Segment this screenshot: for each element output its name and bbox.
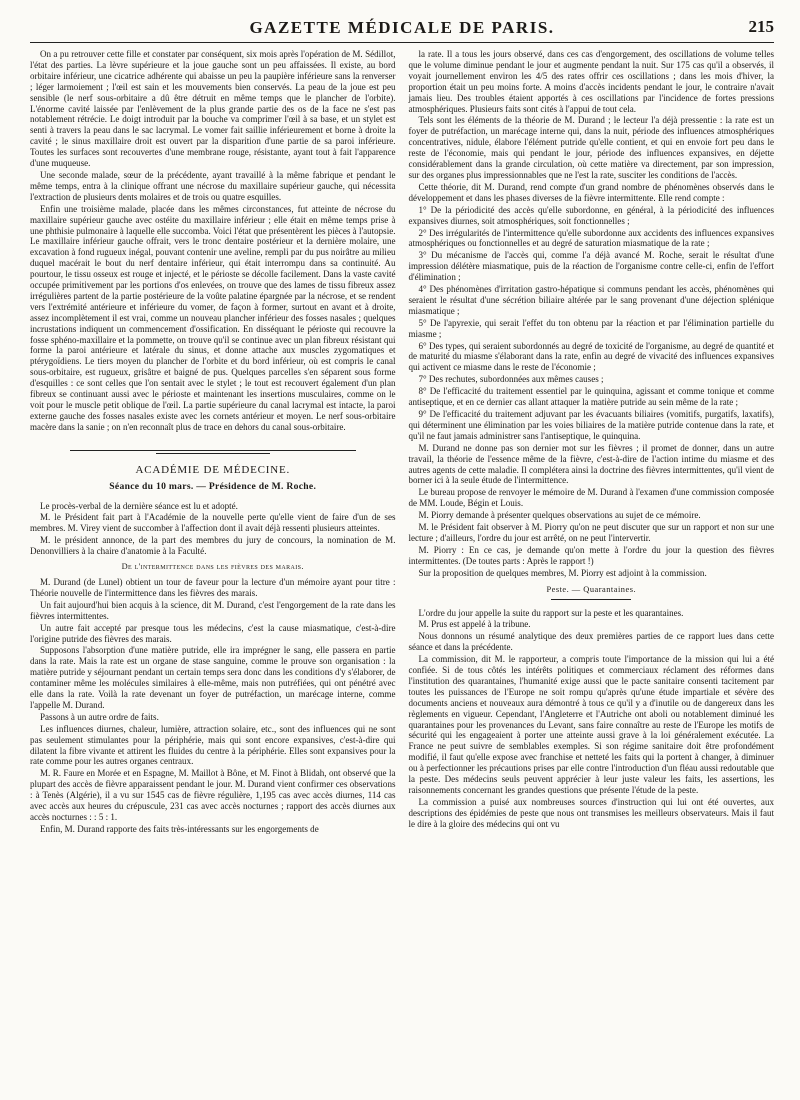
surgery-report	[30, 49, 396, 433]
paragraph: M. Piorry : En ce cas, je demande qu'on mette à l'ordre du jour la question des fièvres intermittentes. (De toutes parts : Après le rapport !)	[408, 544, 774, 566]
academy-minutes	[30, 501, 396, 558]
paragraph: 8° De l'efficacité du traitement essentiel par le quinquina, agissant et comme tonique et comme antiseptique, et en ce dernier cas allant attaquer la matière putride au sein même de la rate ;	[408, 386, 774, 408]
left-column	[30, 49, 396, 836]
paragraph: M. le Président fait observer à M. Piorry qu'on ne peut discuter que sur un rapport et non sur une lecture ; d'ailleurs, l'ordre du jour est arrêté, on ne peut l'intervertir.	[408, 522, 774, 543]
paragraph: L'ordre du jour appelle la suite du rapport sur la peste et les quarantaines.	[418, 607, 684, 618]
durand-memoir	[30, 577, 396, 835]
paragraph: M. Piorry demande à présenter quelques observations au sujet de ce mémoire.	[418, 510, 701, 521]
paragraph: M. Durand ne donne pas son dernier mot sur les fièvres ; il promet de donner, dans un autre travail, la théorie de l'essence même de la fièvre, c'est-à-dire de l'action intime du miasme et des autres agents de cette maladie. Il complétera ainsi la doctrine des fièvres intermittentes, qu'il vient de borner ici à la seule étude de l'intermittence.	[408, 442, 774, 486]
paragraph: La commission a puisé aux nombreuses sources d'instruction qui lui ont été ouvertes, aux descriptions des épidémies de peste que nous ont transmises les meilleurs observateurs. Mais il faut le dire à la gloire des médecins qui ont vu	[408, 796, 774, 829]
paragraph: 6° Des types, qui seraient subordonnés au degré de toxicité de l'organisme, au degré de quantité et de maturité du miasme s'élaborant dans la rate, enfin au degré de vivacité des influences expansives qui activent ce miasme dans le reste de l'économie ;	[408, 340, 774, 373]
paragraph: Tels sont les éléments de la théorie de M. Durand ; le lecteur l'a déjà pressentie : la rate est un foyer de putréfaction, un marécage interne qui, dans la nuit, période des influences atmosphériques concentratives, nidule, élabore l'élément putride qu'elle contient, et qui en envoie fort peu dans le reste de l'économie, mais qui pendant le jour, période des influences expansives, en déjette considérablement dans la grande circulation, où cette matière va directement, par son impression, sur des organes plus impressionnables que ne l'est la rate, susciter les conditions de l'accès.	[408, 115, 774, 180]
seance-line: Séance du 10 mars. — Présidence de M. Roche.	[109, 480, 317, 492]
paragraph: 4° Des phénomènes d'irritation gastro-hépatique si communs pendant les accès, phénomènes qui seraient le résultat d'une sécrétion biliaire altérée par le sang provenant d'une déjection splénique miasmatique ;	[408, 284, 774, 316]
paragraph: Les influences diurnes, chaleur, lumière, attraction solaire, etc., sont des influences qui ne sont pas seulement stimulantes pour la périphérie, mais qui sont encore expansives, c'est-à-dire qui dilatent la fibre vivante et attirent les fluides du centre à la périphérie. Elles sont expansives pour la rate comme pour les autres organes centraux.	[30, 723, 396, 767]
durand-subheading: De l'intermittence dans les fièvres des marais.	[121, 562, 304, 572]
paragraph: Enfin, M. Durand rapporte des faits très-intéressants sur les engorgements de	[40, 823, 319, 834]
rubric-rule	[551, 599, 631, 600]
paragraph: Nous donnons un résumé analytique des deux premières parties de ce rapport lues dans cette séance et dans la précédente.	[408, 631, 774, 653]
paragraph: M. Durand (de Lunel) obtient un tour de faveur pour la lecture d'un mémoire ayant pour titre : Théorie nouvelle de l'intermittence dans les fièvres des marais.	[30, 576, 396, 598]
paragraph: Sur la proposition de quelques membres, M. Piorry est adjoint à la commission.	[418, 567, 707, 578]
paragraph: Passons à un autre ordre de faits.	[40, 711, 159, 722]
paragraph: M. Prus est appelé à la tribune.	[418, 619, 531, 630]
paragraph: 2° Des irrégularités de l'intermittence qu'elle subordonne aux accidents des influences expansives atmosphériques ou fonctionnelles et au degré de saturation miasmatique de la rate ;	[408, 227, 774, 249]
paragraph: Le procès-verbal de la dernière séance est lu et adopté.	[40, 500, 238, 511]
paragraph: M. le Président fait part à l'Académie de la nouvelle perte qu'elle vient de faire d'un de ses membres. M. Virey vient de succomber à l'affection dont il avait déjà ressenti plusieurs atteintes.	[30, 512, 396, 534]
paragraph: La commission, dit M. le rapporteur, a compris toute l'importance de la mission qui lui a été confiée. Si de tous côtés les intérêts politiques et commerciaux réclament des réformes dans l'institution des quarantaines, l'humanité exige aussi que le pacte sanitaire consenti tacitement par toutes les puissances de l'Europe ne soit rompu qu'après qu'une étude impartiale et sévère des documents anciens et nouveaux aura démontré à tous ce qu'il y a d'inutile ou de dangereux dans les règlements en vigueur. Cependant, l'Angleterre et l'Autriche ont aboli ou notablement diminué les quarantaines pour les provenances du Levant, sans faire connaître au reste de l'Europe les motifs de sécurité qui les engageaient à porter une atteinte aussi grave à la loi généralement exécutée. La France ne peut suivre de semblables exemples. Si son régime sanitaire doit être profondément modifié, il faut qu'elle expose avec franchise et netteté les faits qui la portent à changer, à diminuer ou à perfectionner les précautions prises par elle contre l'introduction d'un fléau aussi redoutable que la peste. Des médecins seuls peuvent apprécier à leur juste valeur les faits, les assertions, les raisonnements concernant les grandes questions que présente l'étude de la peste.	[408, 654, 774, 795]
peste-rubric: Peste. — Quarantaines.	[546, 584, 637, 594]
peste-report	[409, 608, 775, 830]
running-title: GAZETTE MÉDICALE DE PARIS.	[249, 18, 555, 37]
paragraph: Un fait aujourd'hui bien acquis à la science, dit M. Durand, c'est l'engorgement de la rate dans les fièvres intermittentes.	[30, 599, 396, 621]
paragraph: Le bureau propose de renvoyer le mémoire de M. Durand à l'examen d'une commission composée de MM. Loude, Bégin et Louis.	[408, 487, 774, 509]
paragraph: On a pu retrouver cette fille et constater par conséquent, six mois après l'opération de M. Sédillot, l'état des parties. La lèvre supérieure et la joue gauche sont un peu affaissées. Il existe, au bord orbitaire inférieur, une cicatrice adhérente qui abaisse un peu la paupière inférieure sans la renverser ; léger larmoiement ; l'œil est sain et les mouvements bien conservés. La peau de la joue est peu sensible (le nerf sous-orbitaire a dû être détruit en même temps que le plancher de l'orbite). L'énorme cavité laissée par l'enlèvement de la plus grande partie des os de la face ne s'est pas notablement rétrécie. Le doigt introduit par la bouche va comprimer l'œil à sa base, et un stylet est senti à travers la peau dans le sac lacrymal. Le vomer fait saillie inférieurement et borne à droite la cavité ; le sinus maxillaire droit est ouvert par la disparition d'une partie de sa paroi inférieure. Toutes les surfaces sont recouvertes d'une membrane rouge, résistante, ayant tout à fait l'apparence d'une muqueuse.	[30, 49, 396, 169]
durand-theory	[409, 49, 775, 579]
paragraph: Cette théorie, dit M. Durand, rend compte d'un grand nombre de phénomènes observés dans le développement et dans les phases diverses de la fièvre intermittente. Elle rend compte :	[408, 181, 774, 203]
paragraph: M. le président annonce, de la part des membres du jury de concours, la nomination de M. Denonvilliers à la chaire d'anatomie à la Faculté.	[30, 535, 396, 557]
academy-title: ACADÉMIE DE MÉDECINE.	[135, 463, 291, 476]
paragraph: 9° De l'efficacité du traitement adjuvant par les évacuants biliaires (vomitifs, purgatifs, laxatifs), qui déterminent une élimination par les voies biliaires de la matière putride contenue dans la rate, et qu'il ne faut jamais administrer sans l'antiseptique, le quinquina.	[408, 409, 774, 441]
two-column-body	[30, 49, 774, 836]
paragraph: M. R. Faure en Morée et en Espagne, M. Maillot à Bône, et M. Finot à Blidah, ont observé que la plupart des accès de fièvre apparaissent pendant le jour. M. Durand vient confirmer ces observations : à Tenès (Algérie), il a vu sur 1545 cas de fièvre régulière, 1,195 cas avec accès diurnes, 114 cas avec accès aux heures du crépuscule, 231 cas avec accès nocturnes ; rapport des accès diurnes aux accès nocturnes : : 5 : 1.	[30, 768, 396, 822]
right-column	[409, 49, 775, 836]
paragraph: Un autre fait accepté par presque tous les médecins, c'est la cause miasmatique, c'est-à-dire l'origine putride des fièvres des marais.	[30, 622, 396, 644]
paragraph: 1° De la périodicité des accès qu'elle subordonne, en général, à la périodicité des influences expansives diurnes, soit atmosphériques, soit fonctionnelles ;	[408, 204, 774, 226]
paragraph: la rate. Il a tous les jours observé, dans ces cas d'engorgement, des oscillations de volume telles que le volume diminue pendant le jour et augmente pendant la nuit. Sur 175 cas qu'il a observés, il voyait journellement environ les 4/5 des rates offrir ces oscillations ; dans les mois d'hiver, la proportion était un peu moins forte. A moins d'accès incidents pendant le jour, le contraire n'avait jamais lieu. Des troubles étaient apportés à ces oscillations par l'incidence de fortes pressions atmosphériques. Plusieurs faits sont cités à l'appui de tout cela.	[408, 49, 774, 114]
paragraph: 5° De l'apyrexie, qui serait l'effet du ton obtenu par la réaction et par l'élimination partielle du miasme ;	[408, 317, 774, 339]
paragraph: Enfin une troisième malade, placée dans les mêmes circonstances, fut atteinte de nécrose du maxillaire supérieur gauche avec ostéite du maxillaire inférieur ; elle était en même temps prise à une phthisie pulmonaire à laquelle elle succomba. Voici l'état que présentèrent les pièces à l'autopsie. Le maxillaire inférieur gauche offrait, vers le tronc dentaire postérieur et la dernière molaire, une excavation à fond rugueux inégal, pouvant contenir une aveline, rempli par du pus noirâtre au milieu duquel macérait le bout du nerf dentaire inférieur, qui était interrompu dans sa continuité. Au pourtour, le tissu osseux est rouge et injecté, et le périoste se décolle facilement. Dans la vaste cavité occupée primitivement par les portions d'os enlevées, on trouve que des lames de tissu fibreux assez irrégulières partent de la partie postérieure de la voûte palatine épargnée par la nécrose, et se rendent vers l'extrémité antérieure et inférieure du vomer, de façon à former, surtout en avant et à droite, assez incomplètement il est vrai, comme un nouveau plancher inférieur des fosses nasales ; quelques incrustations indiquent un commencement d'ossification. En disséquant le périoste qui recouvre la fosse sphéno-maxillaire et la pommette, on trouve qu'il se continue avec un plan fibreux résistant qui forme la paroi antérieure et latérale du sinus, et donne attache aux muscles zygomatiques et ptérygoïdiens. Le tiers moyen du plancher de l'orbite et du bord inférieur, où est compris le canal sous-orbitaire, est rugueux, grisâtre et baigné de pus. Quelques parcelles s'en séparent sous forme d'esquilles : ce sont celles que l'on sentait avec le stylet ; le tout est recouvert également d'un plan fibreux se continuant aussi avec le périoste et maintenant les insertions musculaires, comme on le voit pour le muscle petit oblique de l'œil. La partie supérieure du canal lacrymal est intacte, la paroi externe gauche des fosses nasales existe avec les cornets antérieur et moyen. Le nerf sous-orbitaire macère dans la sanie ; on n'en reconnaît plus de trace en dehors du canal sous-orbitaire.	[30, 203, 396, 432]
page-header	[30, 12, 774, 43]
paragraph: Une seconde malade, sœur de la précédente, ayant travaillé à la même fabrique et pendant le même temps, entra à la clinique offrant une nécrose du maxillaire supérieur gauche, qui nécessita l'extraction de plusieurs dents molaires et de trois ou quatre esquilles.	[30, 169, 396, 202]
page-number: 215	[748, 17, 774, 36]
paragraph: 7° Des rechutes, subordonnées aux mêmes causes ;	[418, 374, 604, 385]
paragraph: 3° Du mécanisme de l'accès qui, comme l'a déjà avancé M. Roche, serait le résultat d'une impression délétère miasmatique, puis de la réaction de l'organisme contre celle-ci, enfin de l'effort d'élimination ;	[408, 250, 774, 283]
paragraph: Supposons l'absorption d'une matière putride, elle ira imprégner le sang, elle passera en partie dans la rate. Mais la rate est un organe de stase sanguine, comme le prouve son organisation : la matière putride y séjournant pendant un certain temps sera donc dans les conditions d'y s'élaborer, de contaminer même les molécules similaires à elle-même, mais non putréfiées, qui ont pénétré avec elle dans la rate. Voilà la rate devenant un foyer de putréfaction, un marécage interne, comme l'appelle M. Durand.	[30, 645, 396, 710]
section-divider	[70, 447, 356, 455]
